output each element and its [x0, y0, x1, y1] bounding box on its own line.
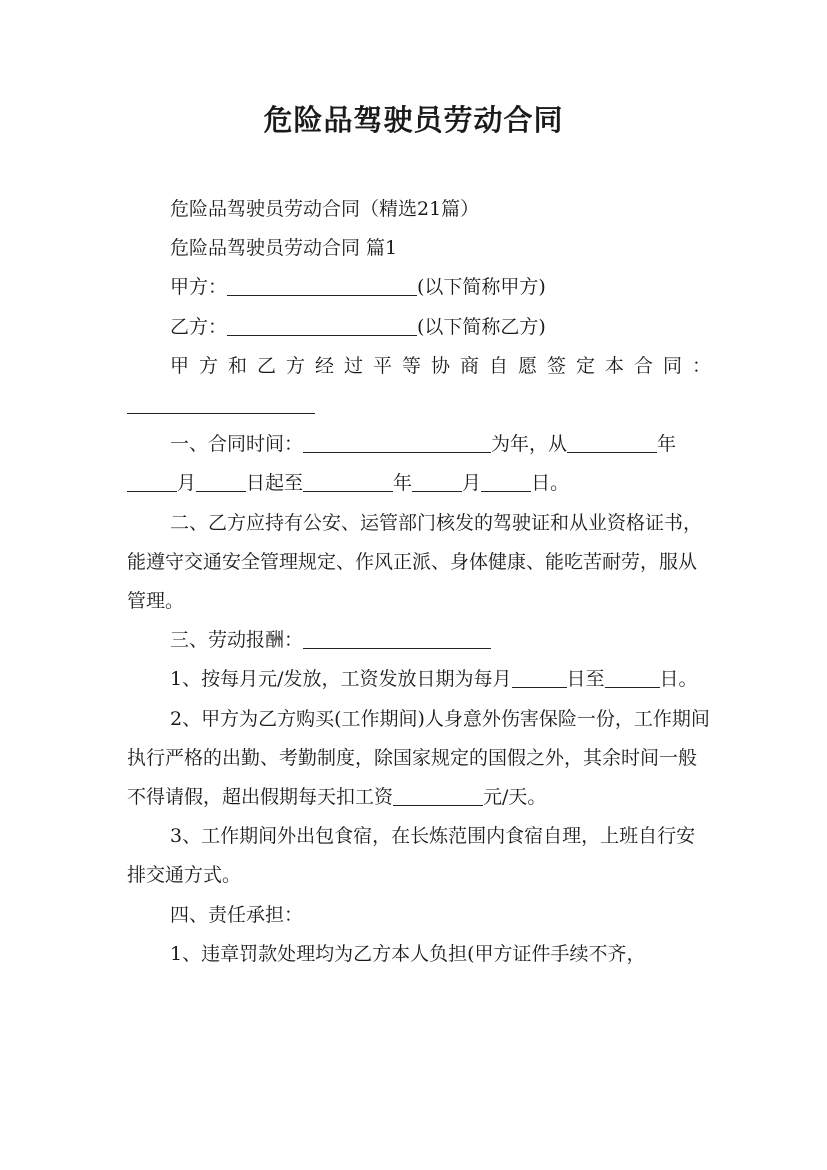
agreement-blank-line [127, 386, 711, 425]
remuneration-label: 三、劳动报酬： [170, 629, 304, 652]
term-end-year-blank [303, 470, 393, 492]
pay-item-1-end: 日。 [659, 668, 698, 691]
responsibility-heading: 四、责任承担： [170, 903, 304, 926]
term-start-year-blank [567, 431, 657, 453]
pay-item-1-text: 1、按每月元/发放，工资发放日期为每月 [170, 668, 512, 691]
party-b-note: (以下简称乙方) [417, 315, 546, 338]
party-b-label: 乙方： [170, 315, 228, 338]
party-a-line [127, 268, 711, 307]
term-end-day-blank [481, 470, 531, 492]
term-label: 一、合同时间： [170, 433, 304, 456]
part-heading: 危险品驾驶员劳动合同 篇1 [170, 237, 398, 260]
term-day-2: 日。 [531, 472, 570, 495]
pay-item-2-end: 元/天。 [483, 786, 547, 809]
party-a-label: 甲方： [170, 276, 228, 299]
term-start-month-blank [127, 470, 177, 492]
term-length-blank [303, 431, 491, 453]
term-year-2: 年 [393, 472, 413, 495]
pay-item-2-text: 2、甲方为乙方购买(工作期间)人身意外伤害保险一份，工作期间执行严格的出勤、考勤制度，除国家规定的国假之外，其余时间一般不得请假，超出假期每天扣工资 [127, 707, 710, 809]
party-b-blank [227, 314, 417, 336]
pay-item-3: 3、工作期间外出包食宿，在长炼范围内食宿自理，上班自行安排交通方式。 [127, 825, 696, 887]
responsibility-item-1: 1、违章罚款处理均为乙方本人负担(甲方证件手续不齐， [170, 942, 646, 965]
term-month-2: 月 [462, 472, 482, 495]
pay-day-end-blank [605, 666, 660, 688]
pay-day-start-blank [512, 666, 567, 688]
term-month-1: 月 [177, 472, 197, 495]
party-a-blank [227, 274, 417, 296]
agreement-blank [127, 392, 315, 414]
contract-term-clause [127, 425, 711, 503]
deduction-blank [393, 784, 483, 806]
pay-item-2 [127, 700, 711, 818]
qualification-clause: 二、乙方应持有公安、运管部门核发的驾驶证和从业资格证书，能遵守交通安全管理规定、作风正派、身体健康、能吃苦耐劳，服从管理。 [127, 511, 703, 613]
term-start-day-blank [196, 470, 246, 492]
party-a-note: (以下简称甲方) [417, 276, 546, 299]
remuneration-clause [127, 621, 711, 660]
term-day-1: 日起至 [246, 472, 304, 495]
term-end-month-blank [412, 470, 462, 492]
remuneration-blank [303, 627, 491, 649]
document-body [127, 190, 711, 974]
document-subtitle: 危险品驾驶员劳动合同（精选21篇） [170, 198, 480, 220]
pay-item-1 [127, 660, 711, 699]
document-title: 危险品驾驶员劳动合同 [263, 103, 564, 137]
term-mid-text: 为年，从 [491, 433, 568, 456]
party-b-line [127, 308, 711, 347]
term-year-1: 年 [657, 433, 677, 456]
agreement-line: 甲方和乙方经过平等协商自愿签定本合同： [170, 354, 711, 377]
pay-item-1-mid: 日至 [566, 668, 605, 691]
